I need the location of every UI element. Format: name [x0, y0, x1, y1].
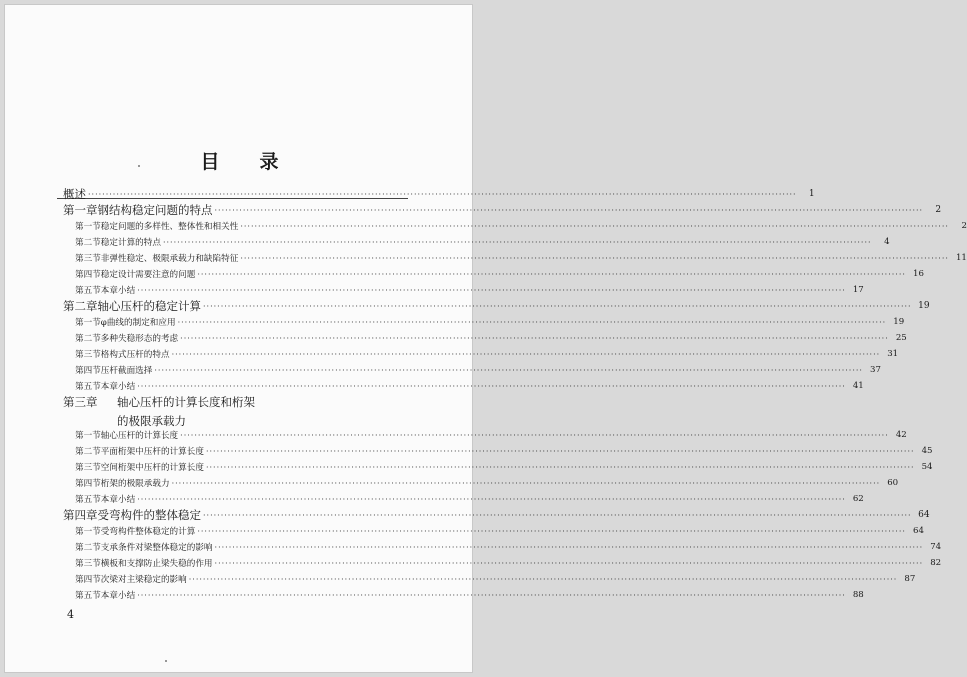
entry-title: 本章小结	[100, 495, 136, 505]
dot-leader: ········································································································································································································	[180, 333, 889, 343]
entry-number: 第五节	[75, 495, 101, 505]
entry-title: 稳定计算的特点	[100, 238, 161, 248]
dot-leader: ········································································································································································································	[188, 574, 898, 584]
toc-section-entry	[57, 459, 933, 475]
entry-page: 82	[930, 558, 942, 568]
entry-number: 第二节	[75, 238, 101, 248]
dot-leader: ········································································································································································································	[171, 349, 881, 359]
toc-chapter-entry	[57, 298, 930, 314]
dot-leader: ········································································································································································································	[177, 317, 887, 327]
entry-title: 稳定问题的多样性、整体性和相关性	[100, 222, 239, 232]
entry-number: 概述	[63, 187, 86, 201]
dot-leader: ········································································································································································································	[162, 237, 872, 247]
entry-number: 第四节	[75, 575, 101, 585]
entry-title: 空间桁架中压杆的计算长度	[100, 463, 204, 473]
entry-page: 64	[913, 526, 924, 536]
entry-page: 62	[852, 494, 864, 504]
dot-leader: ········································································································································································································	[137, 285, 846, 295]
document-page	[4, 4, 967, 673]
dot-leader: ········································································································································································································	[88, 189, 797, 199]
toc-section-entry	[57, 234, 890, 250]
entry-number: 第一章	[63, 203, 98, 217]
toc-chapter-entry	[57, 186, 815, 202]
entry-page: 16	[913, 269, 924, 279]
entry-number: 第一节	[75, 222, 101, 232]
dot-leader: ········································································································································································································	[203, 301, 912, 311]
entry-title: 桁架的极限承载力	[100, 479, 170, 489]
entry-number: 第五节	[75, 382, 101, 392]
entry-page: 60	[887, 478, 899, 488]
toc-section-entry	[57, 378, 864, 394]
entry-title: 压杆截面选择	[100, 366, 153, 376]
toc-section-entry	[57, 491, 864, 507]
dot-leader: ········································································································································································································	[171, 478, 881, 488]
entry-title: 平面桁架中压杆的计算长度	[100, 447, 204, 457]
entry-page: 74	[930, 542, 942, 552]
entry-title: φ曲线的制定和应用	[100, 318, 176, 328]
dot-leader: ········································································································································································································	[137, 590, 846, 600]
title-char-2: 录	[259, 151, 279, 173]
toc-section-entry	[57, 218, 967, 234]
entry-number: 第二节	[75, 447, 101, 457]
entry-page: 87	[904, 574, 916, 584]
dot-leader: ········································································································································································································	[205, 462, 915, 472]
dot-leader: ········································································································································································································	[205, 446, 915, 456]
entry-page: 19	[918, 301, 930, 311]
toc-section-entry	[57, 523, 924, 539]
dot-leader: ········································································································································································································	[137, 494, 846, 504]
entry-title: 次梁对主梁稳定的影响	[100, 575, 187, 585]
entry-title: 受弯构件整体稳定的计算	[100, 527, 196, 537]
entry-number: 第二节	[75, 543, 101, 553]
toc-chapter-entry	[57, 507, 930, 523]
entry-number: 第三节	[75, 463, 101, 473]
title-char-1: 目	[200, 151, 220, 173]
dot-leader: ········································································································································································································	[214, 558, 924, 568]
dot-leader: ········································································································································································································	[214, 205, 924, 215]
entry-page: 64	[918, 510, 930, 520]
entry-number: 第二节	[75, 334, 101, 344]
toc-section-entry	[57, 330, 907, 346]
toc-chapter-entry	[57, 394, 408, 410]
toc-section-entry	[57, 282, 864, 298]
entry-page: 11	[955, 253, 967, 263]
dot-leader: ········································································································································································································	[137, 381, 846, 391]
dot-leader: ········································································································································································································	[203, 510, 912, 520]
entry-page: 88	[852, 590, 864, 600]
entry-title: 稳定设计需要注意的问题	[100, 270, 196, 280]
dot-leader: ········································································································································································································	[197, 526, 906, 536]
entry-page: 37	[870, 365, 881, 375]
entry-number: 第四章	[63, 508, 98, 522]
entry-title: 本章小结	[100, 591, 136, 601]
entry-title: 受弯构件的整体稳定	[97, 508, 201, 522]
page-number: 4	[67, 608, 74, 621]
entry-page: 4	[884, 237, 890, 247]
dot-leader: ········································································································································································································	[154, 365, 863, 375]
entry-title: 轴心压杆的计算长度	[100, 431, 179, 441]
entry-title: 轴心压杆的稳定计算	[97, 299, 201, 313]
entry-title: 本章小结	[100, 286, 136, 296]
dot-leader: ········································································································································································································	[180, 430, 889, 440]
entry-number: 第一节	[75, 527, 101, 537]
toc-section-entry	[57, 443, 933, 459]
entry-number: 第四节	[75, 270, 101, 280]
page-title	[5, 147, 474, 174]
entry-title: 非弹性稳定、极限承载力和缺陷特征	[100, 254, 239, 264]
toc-section-entry	[57, 587, 864, 603]
entry-number: 第五节	[75, 286, 101, 296]
entry-page: 19	[893, 317, 905, 327]
entry-number: 第一节	[75, 318, 101, 328]
dot-leader: ········································································································································································································	[240, 253, 949, 263]
dot-leader: ········································································································································································································	[214, 542, 924, 552]
entry-title: 本章小结	[100, 382, 136, 392]
entry-title: 钢结构稳定问题的特点	[97, 203, 213, 217]
toc-section-entry	[57, 475, 899, 491]
entry-page: 25	[895, 333, 907, 343]
toc-section-entry	[57, 250, 967, 266]
entry-page: 41	[852, 381, 864, 391]
entry-title: 多种失稳形态的考虑	[100, 334, 179, 344]
entry-number: 第二章	[63, 299, 98, 313]
toc-section-entry	[57, 346, 899, 362]
entry-page: 54	[921, 462, 933, 472]
toc-section-entry	[57, 427, 907, 443]
entry-title: 轴心压杆的计算长度和桁架	[117, 395, 255, 409]
entry-number: 第三节	[75, 254, 101, 264]
toc-section-entry	[57, 555, 942, 571]
dot-leader: ········································································································································································································	[240, 221, 949, 231]
entry-page: 31	[887, 349, 899, 359]
entry-page: 1	[808, 189, 815, 199]
entry-number: 第三章	[63, 395, 98, 409]
scan-speck	[138, 165, 140, 167]
entry-page: 17	[852, 285, 864, 295]
toc-section-entry	[57, 571, 916, 587]
entry-number: 第一节	[75, 431, 101, 441]
toc-section-entry	[57, 362, 881, 378]
toc-section-entry	[57, 539, 942, 555]
entry-title: 格构式压杆的特点	[100, 350, 170, 360]
dot-leader: ········································································································································································································	[197, 269, 906, 279]
entry-number: 第三节	[75, 350, 101, 360]
toc-section-entry	[57, 314, 905, 330]
entry-number: 第四节	[75, 479, 101, 489]
entry-number: 第五节	[75, 591, 101, 601]
toc-chapter-entry	[57, 202, 942, 218]
entry-number: 第三节	[75, 559, 101, 569]
entry-number: 第四节	[75, 366, 101, 376]
entry-title: 支承条件对梁整体稳定的影响	[100, 543, 213, 553]
entry-page: 42	[895, 430, 907, 440]
entry-page: 2	[961, 221, 967, 231]
entry-page: 45	[921, 446, 933, 456]
entry-page: 2	[935, 205, 942, 215]
toc-section-entry	[57, 266, 924, 282]
entry-title: 横板和支撑防止梁失稳的作用	[100, 559, 213, 569]
scan-speck	[165, 660, 167, 662]
entry-title-continuation: 的极限承载力	[117, 414, 186, 428]
